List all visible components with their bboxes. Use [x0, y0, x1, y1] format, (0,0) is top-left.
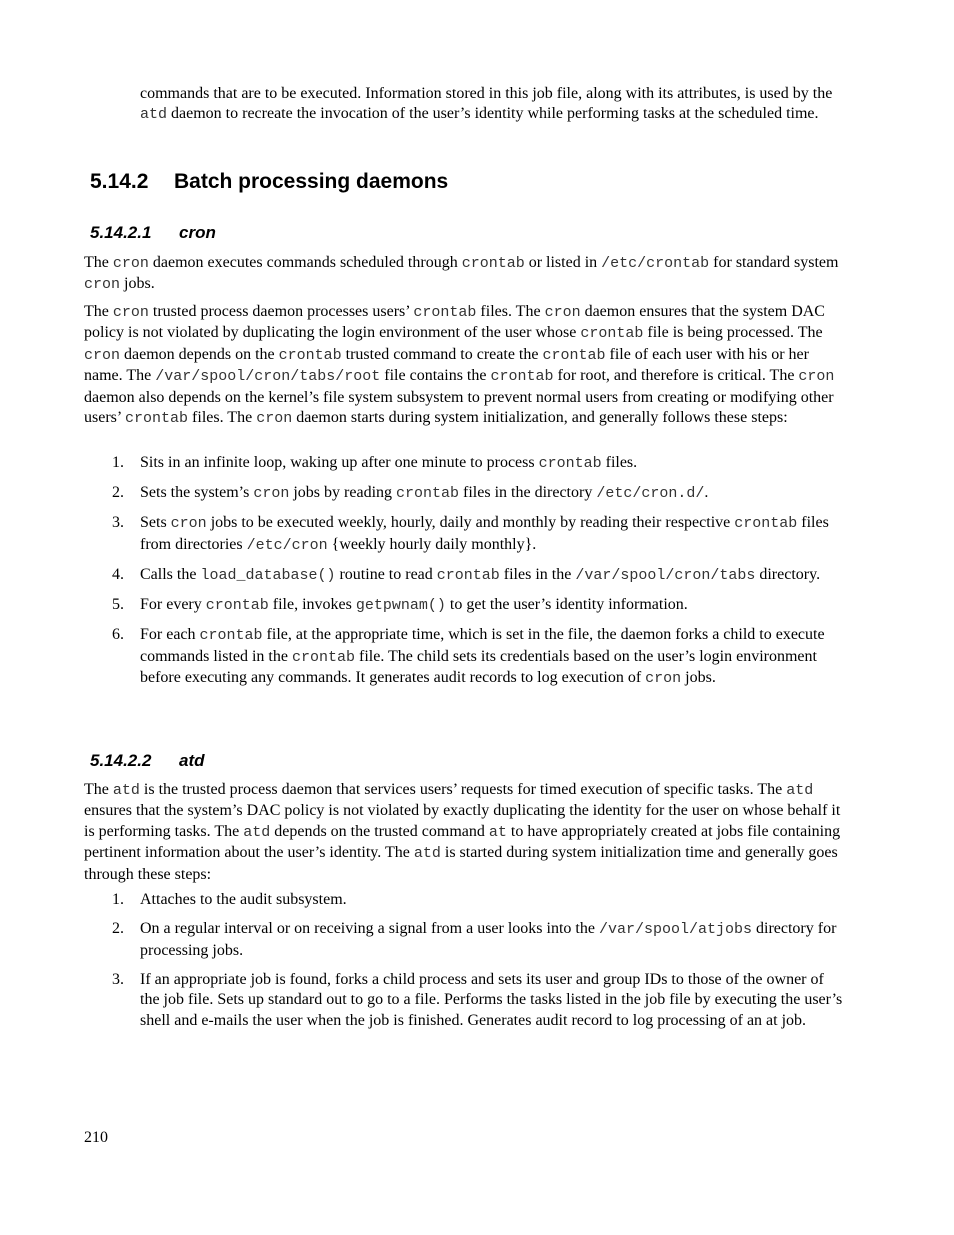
atd-heading [90, 750, 205, 772]
subsection-number: 5.14.2.2 [90, 751, 152, 770]
code-atd: atd [140, 106, 168, 124]
list-item: 1. Sits in an infinite loop, waking up after one minute to process crontab files. [112, 454, 638, 472]
intro-paragraph: commands that are to be executed. Information stored in this job file, along with its attributes, is used by the atd daemon to recreate the invocation of the user’s identity while performing tasks at the scheduled time. [140, 85, 833, 124]
list-item: 2. On a regular interval or on receiving a signal from a user looks into the /var/spool/atjobs directory for processing jobs. [112, 920, 837, 959]
section-number: 5.14.2 [90, 170, 149, 193]
cron-heading [90, 222, 216, 244]
cron-steps-list [112, 453, 844, 698]
list-item: 4. Calls the load_database() routine to read crontab files in the /var/spool/cron/tabs directory. [112, 566, 821, 585]
list-item: 2. Sets the system’s cron jobs by reading crontab files in the directory /etc/cron.d/. [112, 484, 709, 503]
atd-paragraph: The atd is the trusted process daemon that services users’ requests for timed execution of specific tasks. The atd ensures that the system’s DAC policy is not violated by exactly duplicating the identity for the user on whose behalf it is performing tasks. The atd depends on the trusted command at to have appropriately created at jobs file containing pertinent information about the user’s identity. The atd is started during system initialization time and generally goes through these steps: [84, 781, 841, 883]
section-title: Batch processing daemons [174, 170, 449, 193]
list-item: 5. For every crontab file, invokes getpwnam() to get the user’s identity information. [112, 596, 688, 615]
atd-steps-list [112, 890, 844, 1040]
section-heading [90, 168, 448, 196]
subsection-title: cron [179, 223, 216, 242]
page-number: 210 [84, 1129, 108, 1146]
cron-paragraph-2: The cron trusted process daemon processes users’ crontab files. The cron daemon ensures that the system DAC policy is not violated by duplicating the login environment of the user whose crontab file is being processed. The cron daemon depends on the crontab trusted command to create the crontab file of each user with his or her name. The /var/spool/cron/tabs/root file contains the crontab for root, and therefore is critical. The cron daemon also depends on the kernel’s file system subsystem to prevent normal users from creating or modifying other users’ crontab files. The cron daemon starts during system initialization, and generally follows these steps: [84, 303, 835, 428]
list-item: 1. Attaches to the audit subsystem. [112, 891, 347, 908]
list-item: 3. If an appropriate job is found, forks a child process and sets its user and group IDs to those of the owner of the job file. Sets up standard out to go to a file. Performs the tasks listed in the job file by executing the user’s shell and e-mails the user when the job is finished. Generates audit record to log processing of an at job. [112, 970, 843, 1029]
subsection-title: atd [179, 751, 205, 770]
cron-paragraph-1: The cron daemon executes commands scheduled through crontab or listed in /etc/crontab for standard system cron jobs. [84, 254, 839, 294]
list-item: 3. Sets cron jobs to be executed weekly, hourly, daily and monthly by reading their respective crontab files from directories /etc/cron {weekly hourly daily monthly}. [112, 514, 829, 554]
subsection-number: 5.14.2.1 [90, 223, 152, 242]
list-item: 6. For each crontab file, at the appropriate time, which is set in the file, the daemon forks a child to execute commands listed in the crontab file. The child sets its credentials based on the user’s login environment before executing any commands. It generates audit records to log execution of cron jobs. [112, 626, 825, 688]
